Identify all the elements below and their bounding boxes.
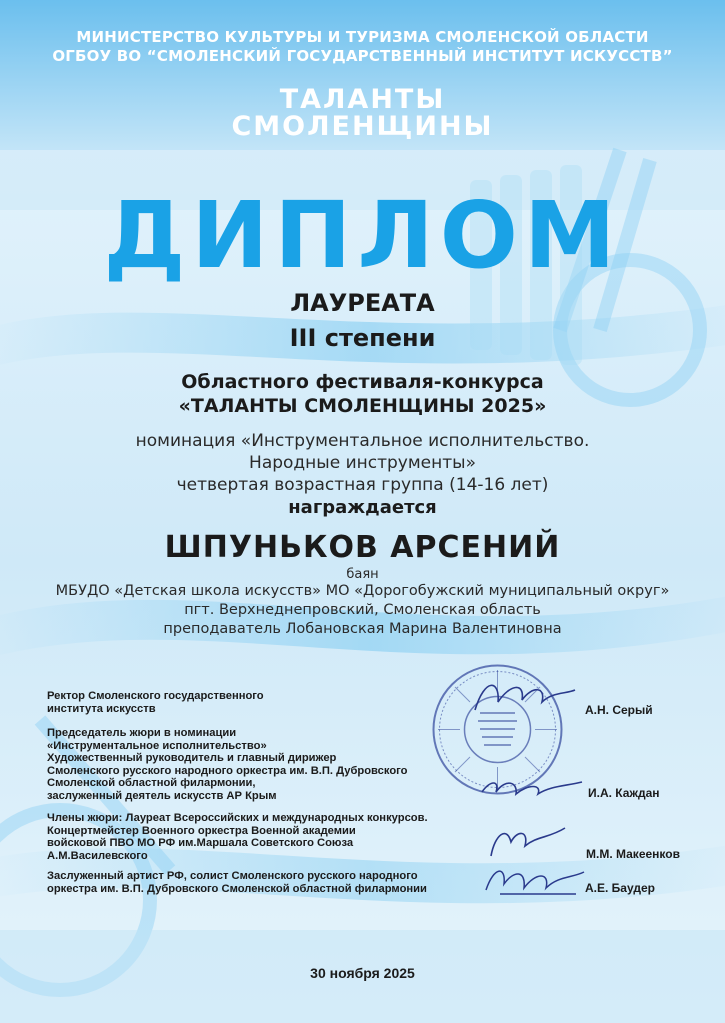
signatory-line: «Инструментальное исполнительство» [47, 739, 267, 752]
issue-date: 30 ноября 2025 [310, 965, 415, 981]
recipient-name: ШПУНЬКОВ АРСЕНИЙ [164, 530, 561, 565]
ministry-header: МИНИСТЕРСТВО КУЛЬТУРЫ И ТУРИЗМА СМОЛЕНСКОЙ ОБЛАСТИ [76, 28, 649, 46]
signatory-line: Смоленского русского народного оркестра им. В.П. Дубровского [47, 764, 408, 777]
laureate-title: ЛАУРЕАТА [290, 289, 435, 317]
signatory-name: М.М. Макеенков [586, 847, 680, 861]
school: МБУДО «Детская школа искусств» МО «Дорогобужский муниципальный округ» [55, 583, 670, 599]
degree-title: III степени [289, 324, 436, 352]
signatory-line: Заслуженный артист РФ, солист Смоленского русского народного [47, 870, 418, 882]
signatory-line: Смоленской областной филармонии, [47, 777, 256, 789]
signatory-name: А.Е. Баудер [585, 881, 655, 895]
signatory-jury-chair [47, 727, 408, 802]
signatory-line: заслуженный деятель искусств АР Крым [47, 789, 277, 802]
festival-line1: Областного фестиваля-конкурса [181, 371, 544, 393]
signatory-line: Председатель жюри в номинации [47, 727, 237, 739]
signatory-name: А.Н. Серый [585, 703, 653, 717]
nomination-line2: Народные инструменты» [249, 453, 476, 473]
signatory-line: Художественный руководитель и главный дирижер [47, 752, 337, 764]
teacher: преподаватель Лобановская Марина Валентиновна [163, 621, 562, 637]
signature-rector [470, 672, 580, 722]
signatory-line: института искусств [47, 702, 156, 715]
signatory-line: Члены жюри: Лауреат Всероссийских и международных конкурсов. [47, 812, 428, 824]
signatory-line: А.М.Василевского [47, 849, 148, 862]
signatory-line: Концертмейстер Военного оркестра Военной академии [47, 824, 356, 837]
festival-line2: «ТАЛАНТЫ СМОЛЕНЩИНЫ 2025» [178, 395, 547, 417]
signatory-line: Ректор Смоленского государственного [47, 690, 264, 702]
signature-jury-member [485, 822, 575, 862]
instrument: баян [346, 567, 379, 582]
signatory-soloist [47, 870, 427, 895]
signatory-jury-member [47, 812, 428, 862]
festival-logo-line2: СМОЛЕНЩИНЫ [231, 111, 494, 142]
signatory-name: И.А. Каждан [588, 786, 660, 800]
signatory-rector [47, 690, 264, 715]
age-group: четвертая возрастная группа (14-16 лет) [176, 475, 549, 495]
signature-soloist [480, 860, 590, 900]
signature-chair [478, 772, 588, 802]
signatory-line: оркестра им. В.П. Дубровского Смоленской областной филармонии [47, 882, 427, 895]
signatory-line: войсковой ПВО МО РФ им.Маршала Советского Союза [47, 837, 354, 849]
institute-header: ОГБОУ ВО “СМОЛЕНСКИЙ ГОСУДАРСТВЕННЫЙ ИНСТИТУТ ИСКУССТВ” [52, 47, 673, 65]
nomination-line1: номинация «Инструментальное исполнительство. [135, 431, 590, 451]
location: пгт. Верхнеднепровский, Смоленская область [184, 602, 541, 618]
festival-logo-line1: ТАЛАНТЫ [279, 84, 446, 115]
awarded-label: награждается [288, 497, 437, 518]
diploma-title: ДИПЛОМ [103, 182, 622, 289]
